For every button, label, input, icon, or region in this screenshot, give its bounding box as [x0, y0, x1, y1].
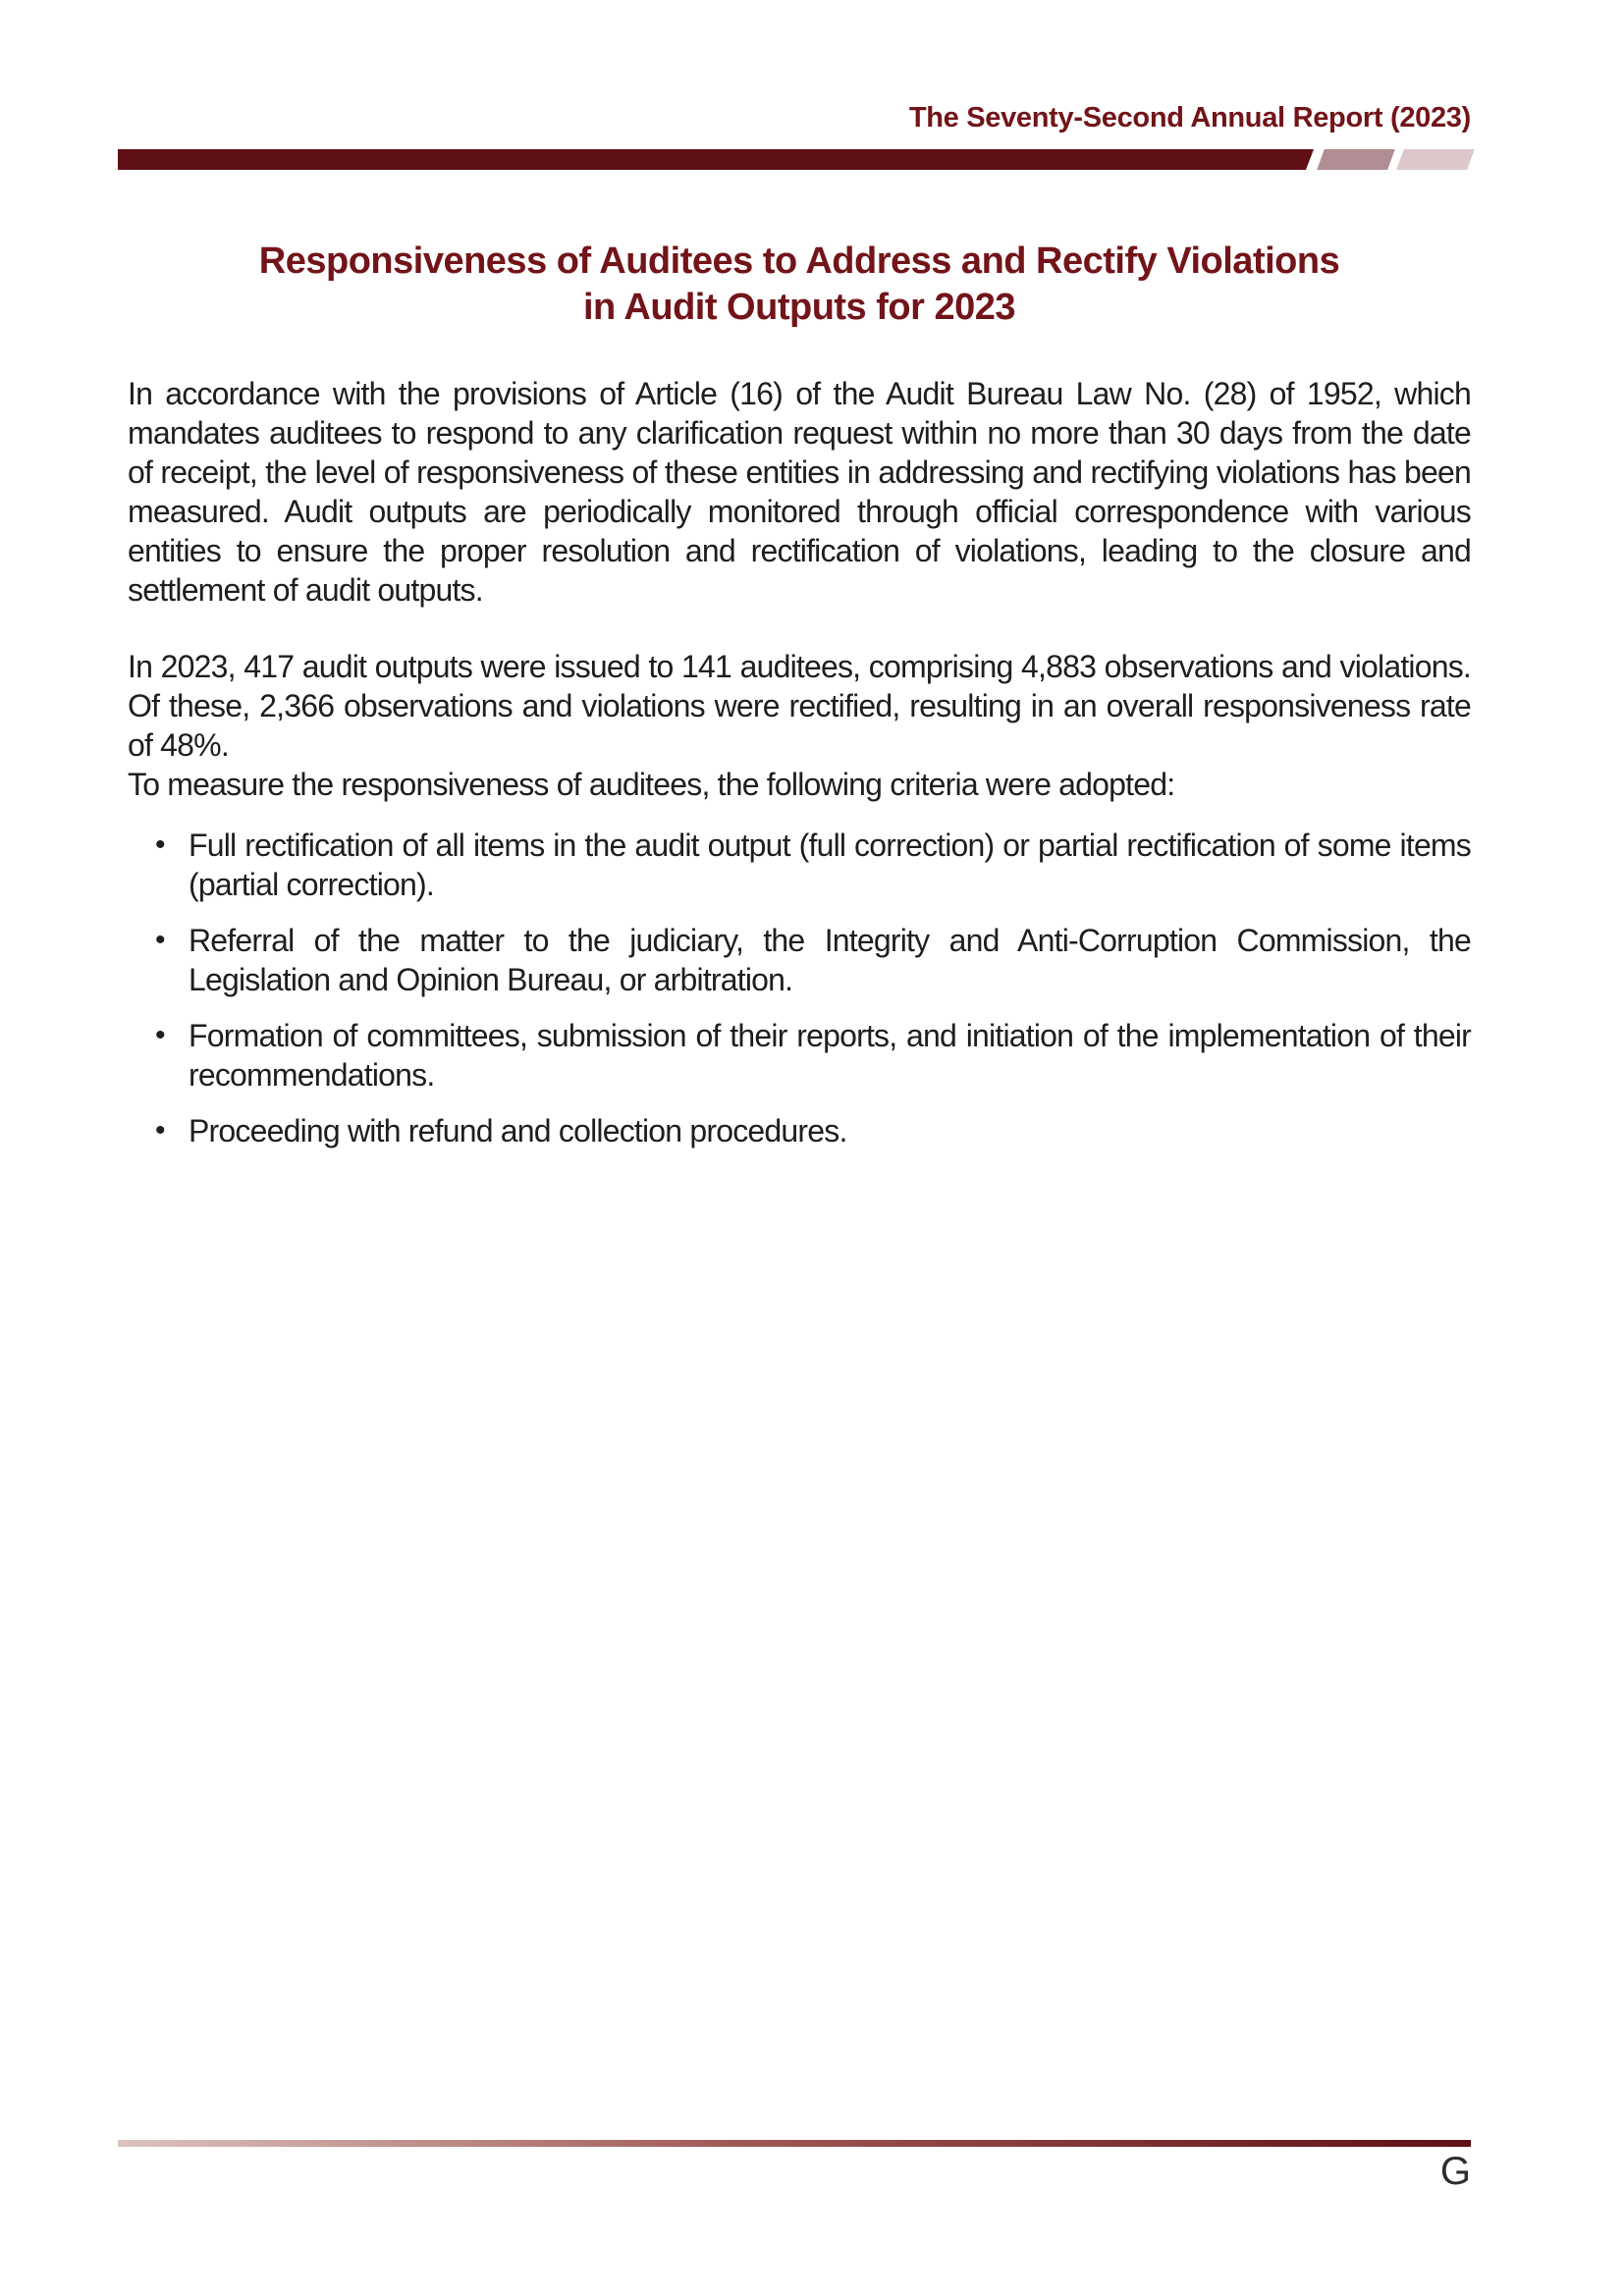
article-title — [128, 239, 1471, 331]
bullet-icon: • — [155, 828, 165, 861]
paragraph-stats: In 2023, 417 audit outputs were issued to 141 auditees, comprising 4,883 observations and violations. Of these, 2,366 observations and violations were rectified, resulting in an overall responsiveness rate of 48%. — [128, 649, 1471, 763]
bar-segment-pink — [1396, 149, 1475, 170]
list-item-text: Full rectification of all items in the audit output (full correction) or partial rectification of some items (partial correction). — [189, 828, 1471, 902]
article — [128, 170, 1471, 1167]
article-title-line1: Responsiveness of Auditees to Address and Rectify Violations — [258, 240, 1340, 282]
list-item — [128, 826, 1471, 904]
header-report-title: The Seventy-Second Annual Report (2023) — [908, 102, 1471, 133]
list-item-text: Proceeding with refund and collection procedures. — [189, 1113, 847, 1148]
paragraph-criteria-lead: To measure the responsiveness of auditees, the following criteria were adopted: — [128, 767, 1175, 802]
bar-segment-dark — [118, 149, 1314, 170]
list-item — [128, 1111, 1471, 1150]
paragraph-intro: In accordance with the provisions of Article (16) of the Audit Bureau Law No. (28) of 1952, which mandates auditees to respond to any clarification request within no more than 30 days from the date of receipt, the level of responsiveness of these entities in addressing and rectifying violations has been measured. Audit outputs are periodically monitored through official correspondence with various entities to ensure the proper resolution and rectification of violations, leading to the closure and settlement of audit outputs. — [128, 376, 1471, 608]
footer-rule — [118, 2140, 1471, 2147]
list-item — [128, 921, 1471, 999]
bar-segment-mauve — [1317, 149, 1395, 170]
bullet-icon: • — [155, 1114, 165, 1147]
page-letter: G — [1439, 2150, 1471, 2193]
bullet-icon: • — [155, 924, 165, 956]
article-title-line2: in Audit Outputs for 2023 — [583, 287, 1015, 328]
header-accent-bar — [118, 149, 1471, 170]
list-item — [128, 1016, 1471, 1095]
criteria-list — [128, 826, 1471, 1150]
list-item-text: Formation of committees, submission of their reports, and initiation of the implementation of their recommendations. — [189, 1018, 1471, 1093]
bullet-icon: • — [155, 1019, 165, 1051]
list-item-text: Referral of the matter to the judiciary, the Integrity and Anti-Corruption Commission, the Legislation and Opinion Bureau, or arbitration. — [189, 923, 1471, 997]
